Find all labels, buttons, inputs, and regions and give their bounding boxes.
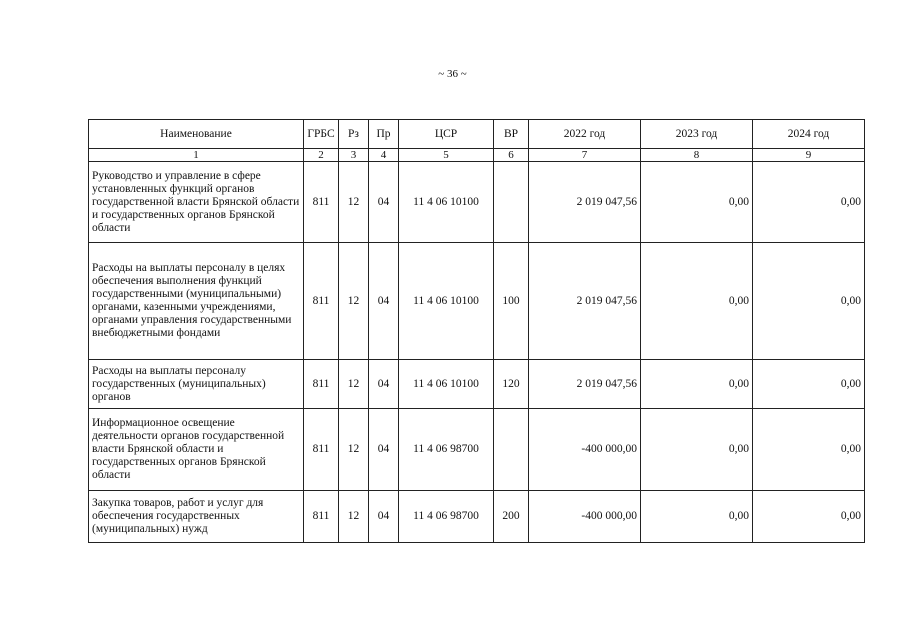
- row-grbs: 811: [304, 491, 339, 543]
- row-rz: 12: [339, 491, 369, 543]
- row-name: Информационное освещение деятельности органов государственной власти Брянской области и государственных органов Брянской области: [89, 409, 304, 491]
- row-2024: 0,00: [753, 243, 865, 360]
- row-csr: 11 4 06 10100: [399, 243, 494, 360]
- row-vr: 100: [494, 243, 529, 360]
- row-2024: 0,00: [753, 409, 865, 491]
- row-rz: 12: [339, 409, 369, 491]
- row-2022: 2 019 047,56: [529, 162, 641, 243]
- column-number: 9: [753, 149, 865, 162]
- column-number: 3: [339, 149, 369, 162]
- row-pr: 04: [369, 491, 399, 543]
- column-number: 4: [369, 149, 399, 162]
- row-name: Расходы на выплаты персоналу государственных (муниципальных) органов: [89, 360, 304, 409]
- row-2023: 0,00: [641, 243, 753, 360]
- budget-table: [88, 119, 865, 543]
- row-name: Расходы на выплаты персоналу в целях обеспечения выполнения функций государственными (муниципальными) органами, казенными учреждениями, органами управления государственными внебюджетными фондами: [89, 243, 304, 360]
- row-rz: 12: [339, 243, 369, 360]
- row-csr: 11 4 06 98700: [399, 409, 494, 491]
- row-grbs: 811: [304, 360, 339, 409]
- table-row: [89, 360, 865, 409]
- row-pr: 04: [369, 162, 399, 243]
- row-vr: 200: [494, 491, 529, 543]
- row-pr: 04: [369, 243, 399, 360]
- table-row: [89, 491, 865, 543]
- table-row: [89, 162, 865, 243]
- row-2022: 2 019 047,56: [529, 243, 641, 360]
- column-number: 7: [529, 149, 641, 162]
- row-grbs: 811: [304, 409, 339, 491]
- table-row: [89, 243, 865, 360]
- header-name: Наименование: [89, 120, 304, 149]
- row-2024: 0,00: [753, 491, 865, 543]
- row-name: Закупка товаров, работ и услуг для обеспечения государственных (муниципальных) нужд: [89, 491, 304, 543]
- header-rz: Рз: [339, 120, 369, 149]
- row-csr: 11 4 06 10100: [399, 360, 494, 409]
- row-2024: 0,00: [753, 360, 865, 409]
- column-number: 2: [304, 149, 339, 162]
- column-number: 1: [89, 149, 304, 162]
- row-vr: [494, 409, 529, 491]
- row-rz: 12: [339, 162, 369, 243]
- row-2023: 0,00: [641, 360, 753, 409]
- column-number-row: [89, 149, 865, 162]
- column-number: 5: [399, 149, 494, 162]
- header-vr: ВР: [494, 120, 529, 149]
- column-number: 6: [494, 149, 529, 162]
- row-2024: 0,00: [753, 162, 865, 243]
- row-2022: 2 019 047,56: [529, 360, 641, 409]
- header-grbs: ГРБС: [304, 120, 339, 149]
- page-number: ~ 36 ~: [438, 68, 467, 80]
- row-grbs: 811: [304, 243, 339, 360]
- row-rz: 12: [339, 360, 369, 409]
- column-number: 8: [641, 149, 753, 162]
- row-2022: -400 000,00: [529, 409, 641, 491]
- row-name: Руководство и управление в сфере установленных функций органов государственной власти Брянской области и государственных органов Брянской области: [89, 162, 304, 243]
- row-vr: 120: [494, 360, 529, 409]
- row-2023: 0,00: [641, 162, 753, 243]
- row-grbs: 811: [304, 162, 339, 243]
- row-csr: 11 4 06 10100: [399, 162, 494, 243]
- header-row: [89, 120, 865, 149]
- row-2023: 0,00: [641, 409, 753, 491]
- row-pr: 04: [369, 360, 399, 409]
- header-csr: ЦСР: [399, 120, 494, 149]
- row-2022: -400 000,00: [529, 491, 641, 543]
- row-vr: [494, 162, 529, 243]
- header-2022: 2022 год: [529, 120, 641, 149]
- table-row: [89, 409, 865, 491]
- row-2023: 0,00: [641, 491, 753, 543]
- header-2024: 2024 год: [753, 120, 865, 149]
- header-pr: Пр: [369, 120, 399, 149]
- header-2023: 2023 год: [641, 120, 753, 149]
- row-csr: 11 4 06 98700: [399, 491, 494, 543]
- row-pr: 04: [369, 409, 399, 491]
